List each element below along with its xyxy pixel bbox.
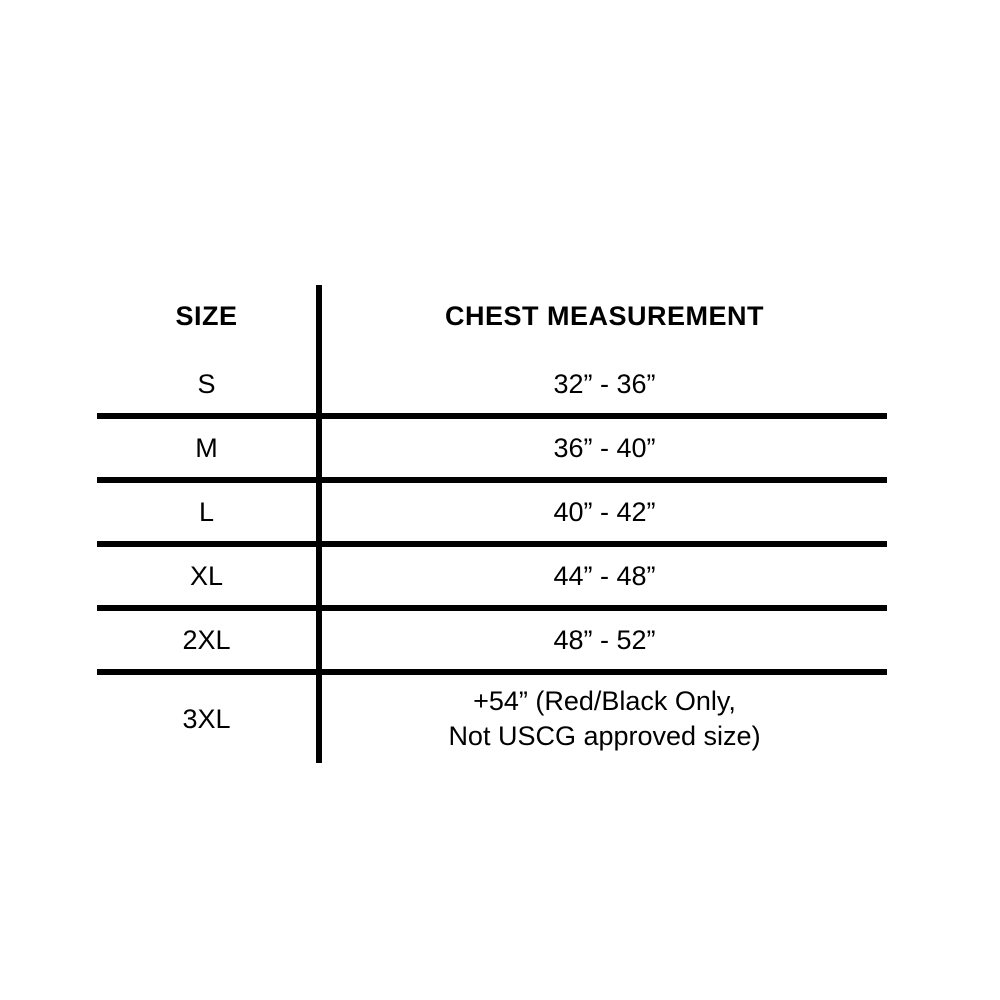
cell-chest: 36” - 40” [319, 416, 887, 480]
column-divider-tail [316, 638, 322, 720]
table-row [97, 608, 887, 672]
table-row [97, 416, 887, 480]
table-row [97, 672, 887, 763]
cell-size: S [97, 355, 319, 416]
cell-size: 2XL [97, 608, 319, 672]
cell-chest: 44” - 48” [319, 544, 887, 608]
cell-chest: 48” - 52” [319, 608, 887, 672]
cell-size: L [97, 480, 319, 544]
table-row [97, 544, 887, 608]
table-row [97, 355, 887, 416]
cell-chest [319, 672, 887, 763]
cell-chest-line-2: Not USCG approved size) [448, 721, 761, 751]
size-chart-table [97, 285, 887, 763]
cell-chest: 40” - 42” [319, 480, 887, 544]
cell-chest-line-1: +54” (Red/Black Only, [473, 686, 736, 717]
column-header-chest: CHEST MEASUREMENT [444, 300, 764, 331]
table-row [97, 480, 887, 544]
cell-size: M [97, 416, 319, 480]
cell-size: XL [97, 544, 319, 608]
column-header-size: SIZE [97, 285, 319, 355]
cell-size: 3XL [97, 672, 319, 763]
table-header-row [97, 285, 887, 355]
cell-chest: 32” - 36” [319, 355, 887, 416]
